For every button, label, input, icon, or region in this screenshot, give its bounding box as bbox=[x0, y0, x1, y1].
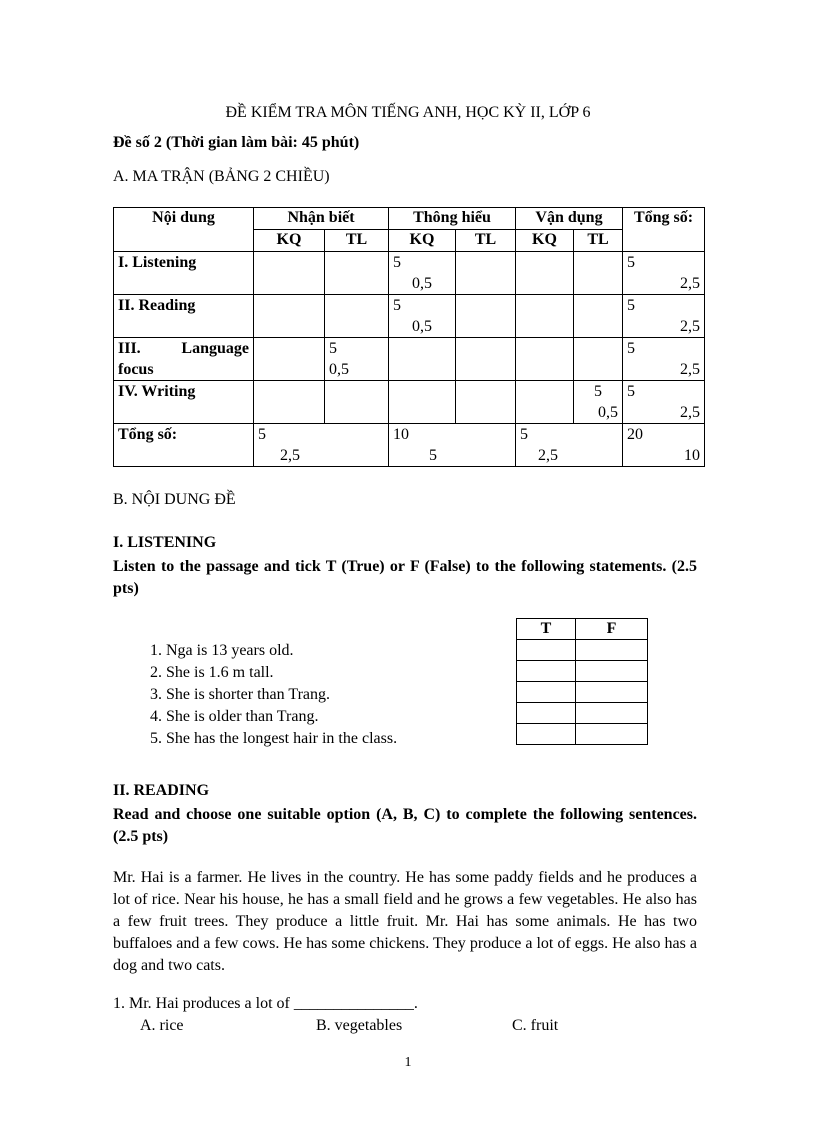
header-understanding: Thông hiểu bbox=[389, 208, 516, 230]
matrix-row-total bbox=[114, 424, 705, 467]
section-a-heading: A. MA TRẬN (BẢNG 2 CHIỀU) bbox=[113, 168, 330, 185]
answer-cell-f[interactable] bbox=[576, 682, 648, 703]
answer-cell-t[interactable] bbox=[517, 682, 576, 703]
true-false-table bbox=[516, 618, 648, 745]
list-item: 2. She is 1.6 m tall. bbox=[150, 664, 274, 681]
row-label: IV. Writing bbox=[114, 381, 254, 424]
row-label: II. Reading bbox=[114, 295, 254, 338]
option-c[interactable]: C. fruit bbox=[512, 1017, 559, 1034]
answer-cell-f[interactable] bbox=[576, 703, 648, 724]
list-item: 1. Nga is 13 years old. bbox=[150, 642, 294, 659]
answer-cell-f[interactable] bbox=[576, 724, 648, 745]
page-number: 1 bbox=[404, 1055, 412, 1070]
header-kq: KQ bbox=[254, 230, 325, 252]
false-column-header: F bbox=[576, 619, 648, 640]
list-item: 3. She is shorter than Trang. bbox=[150, 686, 330, 703]
listening-heading: I. LISTENING bbox=[113, 534, 217, 551]
header-tl: TL bbox=[574, 230, 623, 252]
header-content: Nội dung bbox=[114, 208, 254, 252]
header-recognition: Nhận biết bbox=[254, 208, 389, 230]
reading-passage: Mr. Hai is a farmer. He lives in the country. He has some paddy fields and he produces a lot of rice. Near his house, he has a small field and he grows a few vegetables. He also has a few fruit trees. They produce a little fruit. Mr. Hai has some animals. He has two buffaloes and a few cows. He has some chickens. They produce a lot of eggs. He also has a dog and two cats. bbox=[113, 869, 697, 974]
option-b[interactable]: B. vegetables bbox=[316, 1017, 403, 1034]
answer-cell-t[interactable] bbox=[517, 640, 576, 661]
cell-grand-total: 20 10 bbox=[623, 424, 705, 467]
row-label: I. Listening bbox=[114, 252, 254, 295]
cell-value: 5 0,5 bbox=[574, 381, 623, 424]
reading-heading: II. READING bbox=[113, 782, 210, 799]
exam-subtitle: Đề số 2 (Thời gian làm bài: 45 phút) bbox=[113, 134, 360, 151]
answer-cell-f[interactable] bbox=[576, 640, 648, 661]
cell-total-understanding: 10 5 bbox=[389, 424, 516, 467]
true-column-header: T bbox=[517, 619, 576, 640]
document-title: ĐỀ KIỂM TRA MÔN TIẾNG ANH, HỌC KỲ II, LỚP 6 bbox=[225, 104, 591, 121]
header-application: Vận dụng bbox=[516, 208, 623, 230]
row-label: Tổng số: bbox=[114, 424, 254, 467]
option-a[interactable]: A. rice bbox=[140, 1017, 184, 1034]
row-label: III. Language focus bbox=[114, 338, 254, 381]
cell-value: 5 0,5 bbox=[389, 295, 456, 338]
question-1: 1. Mr. Hai produces a lot of _______________. bbox=[113, 995, 418, 1012]
cell-total: 5 2,5 bbox=[623, 338, 705, 381]
cell-total-application: 5 2,5 bbox=[516, 424, 623, 467]
cell-total: 5 2,5 bbox=[623, 381, 705, 424]
cell-value: 5 0,5 bbox=[389, 252, 456, 295]
cell-total: 5 2,5 bbox=[623, 252, 705, 295]
cell-value: 5 0,5 bbox=[325, 338, 389, 381]
listening-instruction: Listen to the passage and tick T (True) or F (False) to the following statements. (2.5 pts) bbox=[113, 558, 697, 597]
answer-cell-f[interactable] bbox=[576, 661, 648, 682]
matrix-table bbox=[113, 207, 705, 467]
statement-list bbox=[150, 640, 397, 750]
answer-cell-t[interactable] bbox=[517, 724, 576, 745]
list-item: 5. She has the longest hair in the class. bbox=[150, 730, 398, 747]
matrix-row-writing bbox=[114, 381, 705, 424]
answer-cell-t[interactable] bbox=[517, 703, 576, 724]
header-total: Tổng số: bbox=[623, 208, 705, 252]
reading-instruction: Read and choose one suitable option (A, B, C) to complete the following sentences. (2.5 pts) bbox=[113, 806, 697, 845]
matrix-row-listening bbox=[114, 252, 705, 295]
matrix-row-reading bbox=[114, 295, 705, 338]
header-tl: TL bbox=[325, 230, 389, 252]
cell-total-recognition: 5 2,5 bbox=[254, 424, 389, 467]
list-item: 4. She is older than Trang. bbox=[150, 708, 319, 725]
header-kq: KQ bbox=[389, 230, 456, 252]
header-tl: TL bbox=[456, 230, 516, 252]
answer-cell-t[interactable] bbox=[517, 661, 576, 682]
header-kq: KQ bbox=[516, 230, 574, 252]
matrix-row-language-focus bbox=[114, 338, 705, 381]
section-b-heading: B. NỘI DUNG ĐỀ bbox=[113, 491, 236, 508]
cell-total: 5 2,5 bbox=[623, 295, 705, 338]
